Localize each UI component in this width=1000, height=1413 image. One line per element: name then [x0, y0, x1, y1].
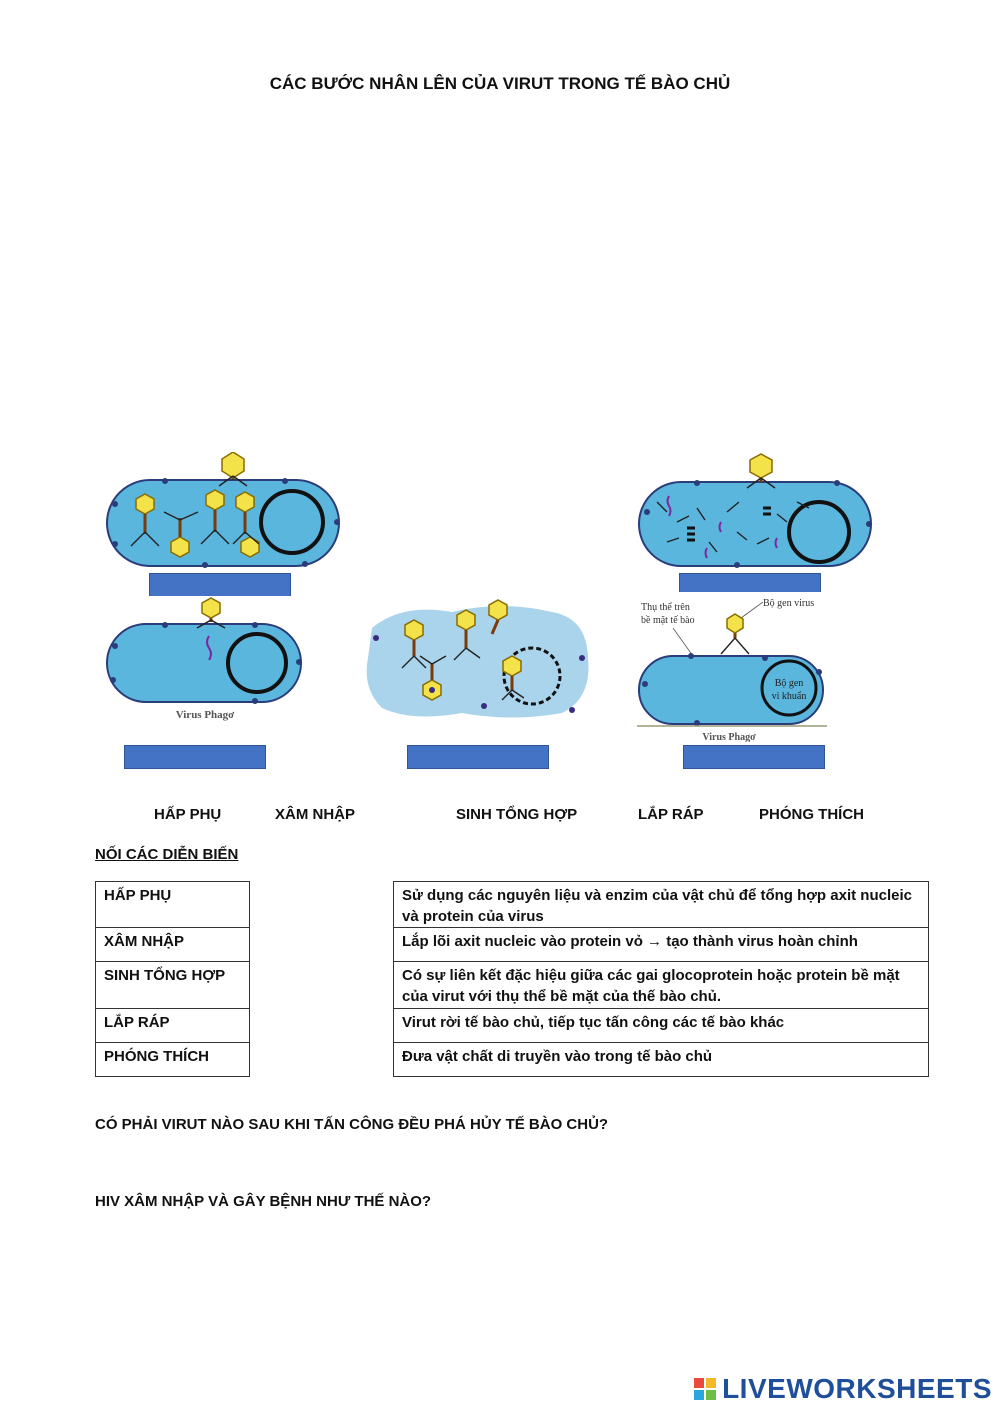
stage-image-assembly	[105, 452, 341, 572]
virus-icon	[721, 614, 749, 654]
page-title: CÁC BƯỚC NHÂN LÊN CỦA VIRUT TRONG TẾ BÀO CHỦ	[269, 74, 731, 93]
description-list	[393, 881, 929, 1077]
description-item[interactable]: Có sự liên kết đặc hiệu giữa các gai glocoprotein hoặc protein bề mặt của virut với thụ thể bề mặt của thế bào chủ.	[394, 962, 928, 1009]
virus-phago-label: Virus Phagơ	[175, 709, 235, 721]
receptor-label: Thụ thể trên	[641, 602, 690, 613]
answer-box-assembly[interactable]	[149, 573, 291, 597]
answer-box-release[interactable]	[407, 745, 549, 769]
brand-name: LIVEWORKSHEETS	[722, 1373, 992, 1404]
liveworksheets-logo	[694, 1373, 992, 1405]
answer-box-penetration[interactable]	[683, 745, 825, 769]
stage-list	[95, 881, 250, 1077]
stage-item[interactable]: HẤP PHỤ	[96, 882, 249, 928]
question-2: HIV XÂM NHẬP VÀ GÂY BỆNH NHƯ THẾ NÀO?	[95, 1193, 432, 1210]
description-item[interactable]: Lắp lõi axit nucleic vào protein vỏ → tạo thành virus hoàn chỉnh	[394, 928, 928, 962]
section-title: NỐI CÁC DIỄN BIẾN	[95, 846, 239, 863]
stage-item[interactable]: LẮP RÁP	[96, 1009, 249, 1043]
word-bank-item[interactable]: SINH TỔNG HỢP	[456, 806, 578, 823]
stage-item[interactable]: XÂM NHẬP	[96, 928, 249, 962]
viral-genome-label: Bộ gen virus	[763, 598, 815, 609]
word-bank-item[interactable]: XÂM NHẬP	[275, 806, 356, 823]
bacterial-genome-label-2: vi khuẩn	[771, 691, 807, 702]
bacterial-genome-label: Bộ gen	[774, 678, 804, 689]
stage-item[interactable]: SINH TỔNG HỢP	[96, 962, 249, 1009]
word-bank-item[interactable]: HẤP PHỤ	[154, 806, 222, 823]
word-bank-item[interactable]: LẮP RÁP	[638, 806, 704, 823]
stage-image-release	[362, 598, 592, 723]
description-item[interactable]: Đưa vật chất di truyền vào trong tế bào chủ	[402, 1048, 713, 1065]
answer-box-adsorption[interactable]	[124, 745, 266, 769]
stage-image-synthesis	[637, 452, 873, 572]
word-bank-item[interactable]: PHÓNG THÍCH	[759, 806, 864, 823]
virus-phago-label-2: Virus Phagơ	[702, 732, 756, 742]
question-1: CÓ PHẢI VIRUT NÀO SAU KHI TẤN CÔNG ĐỀU PHÁ HỦY TẾ BÀO CHỦ?	[95, 1116, 609, 1133]
stage-item[interactable]: PHÓNG THÍCH	[104, 1048, 209, 1065]
stage-image-adsorption	[105, 596, 303, 726]
logo-icon	[694, 1378, 716, 1400]
description-item[interactable]: Virut rời tế bào chủ, tiếp tục tấn công các tế bào khác	[394, 1009, 928, 1043]
description-item[interactable]: Sử dụng các nguyên liệu và enzim của vật chủ để tổng hợp axit nucleic và protein của virus	[394, 882, 928, 928]
stage-image-penetration	[637, 592, 833, 742]
receptor-label-2: bề mặt tế bào	[641, 615, 695, 626]
